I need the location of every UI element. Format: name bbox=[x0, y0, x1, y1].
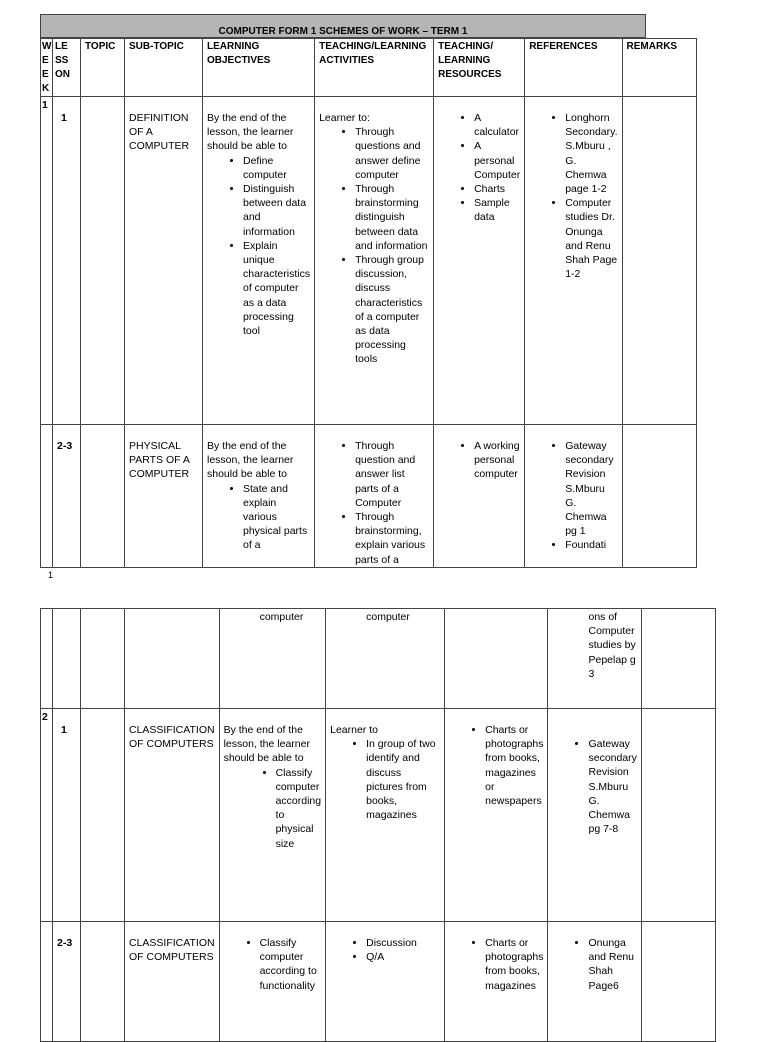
title-bar bbox=[40, 14, 646, 38]
list-item: • A calculator bbox=[474, 111, 520, 139]
list-item: • A personal Computer bbox=[474, 139, 520, 182]
references-list bbox=[552, 737, 636, 836]
list-item: • Computer studies Dr. Onunga and Renu Shah Page 1-2 bbox=[565, 196, 617, 281]
objectives-cell bbox=[203, 97, 315, 425]
list-item: • Classify computer according to functionality bbox=[260, 936, 322, 993]
resources-cell bbox=[445, 709, 548, 922]
lesson-header-part: ON bbox=[55, 69, 70, 80]
remarks-header: REMARKS bbox=[622, 39, 696, 97]
lesson-cell: 2-3 bbox=[53, 922, 81, 1042]
list-item: • Through brainstorming, explain various parts of a bbox=[355, 510, 429, 567]
references-cell bbox=[525, 425, 622, 568]
lesson-header-part: SS bbox=[55, 55, 69, 66]
activities-cell bbox=[326, 709, 445, 922]
objectives-intro: By the end of the lesson, the learner should be able to bbox=[207, 440, 294, 481]
references-header: REFERENCES bbox=[525, 39, 622, 97]
subtopic-cell bbox=[125, 609, 220, 709]
lesson-cell: 2-3 bbox=[53, 425, 81, 568]
subtopic-cell: CLASSIFICATION OF COMPUTERS bbox=[125, 922, 220, 1042]
references-list bbox=[552, 936, 636, 993]
list-item: • Through brainstorming distinguish between data and information bbox=[355, 182, 429, 253]
subtopic-cell: DEFINITION OF A COMPUTER bbox=[125, 97, 203, 425]
lesson-cell bbox=[53, 609, 81, 709]
table-row bbox=[41, 97, 697, 425]
resources-list bbox=[438, 439, 520, 482]
activities-cell bbox=[315, 97, 434, 425]
topic-header: TOPIC bbox=[81, 39, 125, 97]
list-item: • Q/A bbox=[366, 950, 440, 964]
remarks-cell bbox=[641, 609, 715, 709]
week-header bbox=[41, 39, 53, 97]
objectives-list bbox=[224, 766, 322, 851]
remarks-cell bbox=[641, 709, 715, 922]
activities-cell bbox=[315, 425, 434, 568]
objectives-header: LEARNING OBJECTIVES bbox=[203, 39, 315, 97]
list-item: • Sample data bbox=[474, 196, 520, 224]
resources-cell bbox=[445, 609, 548, 709]
objectives-cell: computer bbox=[219, 609, 326, 709]
list-item: • Onunga and Renu Shah Page6 bbox=[588, 936, 636, 993]
objectives-intro: By the end of the lesson, the learner should be able to bbox=[223, 724, 310, 765]
objectives-list bbox=[207, 482, 310, 553]
resources-list bbox=[438, 111, 520, 225]
references-list bbox=[529, 111, 617, 281]
week-header-letter: K bbox=[42, 83, 50, 94]
references-cell bbox=[548, 709, 641, 922]
week-cell bbox=[41, 609, 53, 709]
topic-cell bbox=[81, 97, 125, 425]
schemes-table-page1 bbox=[40, 38, 697, 568]
lesson-cell: 1 bbox=[53, 97, 81, 425]
list-item: • Discussion bbox=[366, 936, 440, 950]
list-item: • Through questions and answer define computer bbox=[355, 125, 429, 182]
lesson-header-part: LE bbox=[55, 41, 68, 52]
subtopic-header: SUB-TOPIC bbox=[125, 39, 203, 97]
resources-cell bbox=[434, 97, 525, 425]
list-item: • A working personal computer bbox=[474, 439, 520, 482]
objectives-list bbox=[207, 154, 310, 339]
list-item: • State and explain various physical parts of a bbox=[243, 482, 310, 553]
list-item: • Define computer bbox=[243, 154, 310, 182]
topic-cell bbox=[81, 709, 125, 922]
list-item: • In group of two identify and discuss pictures from books, magazines bbox=[366, 737, 440, 822]
activities-list bbox=[330, 737, 440, 822]
list-item: • Explain unique characteristics of computer as a data processing tool bbox=[243, 239, 310, 338]
subtopic-cell: PHYSICAL PARTS OF A COMPUTER bbox=[125, 425, 203, 568]
list-item: • Charts or photographs from books, magazines bbox=[485, 936, 543, 993]
activities-list bbox=[330, 936, 440, 964]
page-number: 1 bbox=[48, 570, 54, 580]
list-item: • Gateway secondary Revision S.Mburu G. Chemwa pg 1 bbox=[565, 439, 617, 538]
objectives-cell bbox=[203, 425, 315, 568]
topic-cell bbox=[81, 425, 125, 568]
list-item: • Through question and answer list parts of a Computer bbox=[355, 439, 429, 510]
schemes-table-page2 bbox=[40, 608, 716, 1042]
week-header-letter: W bbox=[42, 41, 52, 52]
list-item: • Through group discussion, discuss characteristics of a computer as data processing tools bbox=[355, 253, 429, 367]
activities-cell: computer bbox=[326, 609, 445, 709]
subtopic-cell: CLASSIFICATION OF COMPUTERS bbox=[125, 709, 220, 922]
remarks-cell bbox=[622, 425, 696, 568]
list-item: • Gateway secondary Revision S.Mburu G. Chemwa pg 7-8 bbox=[588, 737, 636, 836]
document-title: COMPUTER FORM 1 SCHEMES OF WORK – TERM 1 bbox=[218, 26, 468, 37]
activities-intro: Learner to bbox=[330, 724, 378, 736]
table-row bbox=[41, 609, 716, 709]
lesson-cell: 1 bbox=[53, 709, 81, 922]
list-item: • Distinguish between data and information bbox=[243, 182, 310, 239]
topic-cell bbox=[81, 609, 125, 709]
activities-list bbox=[319, 125, 429, 366]
list-item: • Charts or photographs from books, magazines or newspapers bbox=[485, 723, 543, 808]
week-cell: 2 bbox=[41, 709, 53, 922]
lesson-header bbox=[53, 39, 81, 97]
objectives-list bbox=[224, 936, 322, 993]
header-row bbox=[41, 39, 697, 97]
week-header-letter: E bbox=[42, 55, 49, 66]
resources-cell bbox=[434, 425, 525, 568]
resources-list bbox=[449, 723, 543, 808]
remarks-cell bbox=[622, 97, 696, 425]
week-cell bbox=[41, 425, 53, 568]
references-cell bbox=[525, 97, 622, 425]
objectives-intro: By the end of the lesson, the learner should be able to bbox=[207, 112, 294, 153]
list-item: • Foundati bbox=[565, 538, 617, 552]
table-row bbox=[41, 709, 716, 922]
objectives-cell bbox=[219, 709, 326, 922]
activities-intro: Learner to: bbox=[319, 112, 370, 124]
table-row bbox=[41, 425, 697, 568]
activities-list bbox=[319, 439, 429, 567]
activities-header: TEACHING/LEARNING ACTIVITIES bbox=[315, 39, 434, 97]
week-cell: 1 bbox=[41, 97, 53, 425]
list-item: • Classify computer according to physical size bbox=[276, 766, 322, 851]
list-item: • Longhorn Secondary. S.Mburu , G. Chemwa page 1-2 bbox=[565, 111, 617, 196]
references-cell: ons of Computer studies by Pepelap g 3 bbox=[548, 609, 641, 709]
week-header-letter: E bbox=[42, 69, 49, 80]
resources-header: TEACHING/ LEARNING RESOURCES bbox=[434, 39, 525, 97]
references-list bbox=[529, 439, 617, 553]
resources-list bbox=[449, 936, 543, 993]
list-item: • Charts bbox=[474, 182, 520, 196]
